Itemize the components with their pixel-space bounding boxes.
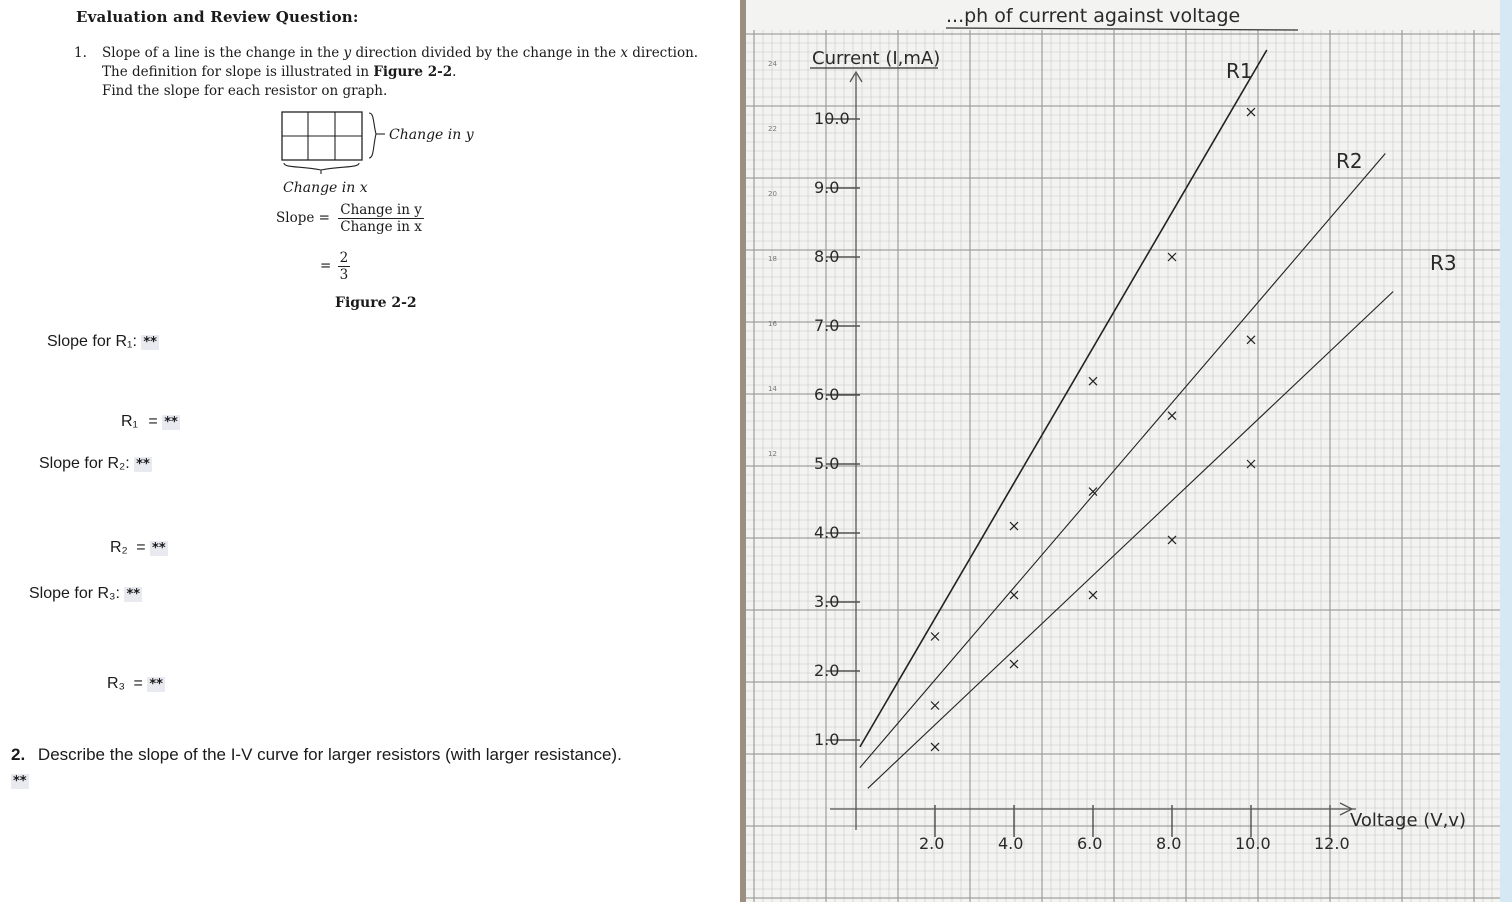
y-tick-label: 2.0 xyxy=(814,661,840,680)
change-in-x-label: Change in x xyxy=(283,180,368,196)
r1-equals: = xyxy=(148,413,158,430)
x-tick-label: 6.0 xyxy=(1077,834,1103,853)
slope-formula xyxy=(276,202,424,235)
margin-number: 14 xyxy=(768,385,777,393)
y-tick-label: 5.0 xyxy=(814,454,840,473)
page-heading: Evaluation and Review Question: xyxy=(76,8,359,26)
change-in-y-label: Change in y xyxy=(389,127,474,143)
slope-r3-row xyxy=(29,585,142,603)
r1-label: R₁ xyxy=(121,413,138,430)
margin-number: 18 xyxy=(768,255,777,263)
y-tick-label: 8.0 xyxy=(814,247,840,266)
x-axis-label: Voltage (V,v) xyxy=(1350,810,1466,831)
slope-r1-answer[interactable]: ** xyxy=(143,335,157,350)
x-tick-label: 4.0 xyxy=(998,834,1024,853)
r3-label: R₃ xyxy=(107,675,126,692)
worksheet xyxy=(0,0,740,902)
margin-number: 20 xyxy=(768,190,777,198)
slope-r3-answer[interactable]: ** xyxy=(126,587,141,602)
slope-r1-row xyxy=(47,333,159,351)
r2-row xyxy=(110,539,168,557)
x-tick-label: 2.0 xyxy=(919,834,945,853)
margin-number: 16 xyxy=(768,320,777,328)
question-1-number: 1. xyxy=(74,45,87,61)
r1-row xyxy=(121,413,180,431)
y-tick-label: 1.0 xyxy=(814,730,840,749)
y-tick-label: 6.0 xyxy=(814,385,840,404)
graph-paper-photo xyxy=(746,0,1512,902)
slope-r1-label: Slope for R₁: xyxy=(47,333,137,350)
r1-answer[interactable]: ** xyxy=(164,415,178,430)
y-tick-label: 3.0 xyxy=(814,592,840,611)
x-tick-label: 10.0 xyxy=(1235,834,1271,853)
y-tick-label: 10.0 xyxy=(814,109,850,128)
question-2-number: 2. xyxy=(11,745,26,764)
slope-r2-row xyxy=(39,455,152,473)
question-1-line-2: The definition for slope is illustrated in Figure 2-2. xyxy=(102,64,457,80)
y-tick-label: 9.0 xyxy=(814,178,840,197)
question-1 xyxy=(74,44,714,104)
slope-r2-label: Slope for R₂: xyxy=(39,455,130,472)
question-2 xyxy=(11,745,622,765)
x-tick-label: 12.0 xyxy=(1314,834,1350,853)
slope-figure-grid xyxy=(281,110,481,190)
slope-equals-label: Slope = xyxy=(276,210,330,226)
question-2-text: Describe the slope of the I-V curve for larger resistors (with larger resistance). xyxy=(37,745,622,764)
question-2-answer-row xyxy=(11,770,29,789)
slope-r2-answer[interactable]: ** xyxy=(136,457,150,472)
margin-number: 12 xyxy=(768,450,777,458)
slope-value: = $\frac{2}{3}$ xyxy=(320,250,349,283)
line-label-r1: R1 xyxy=(1226,59,1253,83)
question-1-text xyxy=(102,44,698,101)
figure-caption: Figure 2-2 xyxy=(335,295,417,311)
r2-label: R₂ xyxy=(110,539,128,556)
r3-row xyxy=(107,675,165,693)
iv-graph xyxy=(746,0,1512,902)
r3-equals: = xyxy=(133,675,143,692)
r3-answer[interactable]: ** xyxy=(149,677,163,692)
slope-value-fraction: $\frac{2}{3}$ xyxy=(339,250,349,283)
slope-r3-label: Slope for R₃: xyxy=(29,585,120,602)
y-axis-label: Current (I,mA) xyxy=(812,48,941,69)
window-edge-strip xyxy=(1500,0,1512,902)
x-tick-label: 8.0 xyxy=(1156,834,1182,853)
line-label-r3: R3 xyxy=(1430,251,1457,275)
question-1-line-3: Find the slope for each resistor on graph. xyxy=(102,83,388,99)
question-2-answer[interactable]: ** xyxy=(13,774,27,789)
line-label-r2: R2 xyxy=(1336,149,1363,173)
graph-title: ...ph of current against voltage xyxy=(946,5,1241,27)
question-1-line-1: Slope of a line is the change in the y direction divided by the change in the x direction. xyxy=(102,45,699,61)
margin-number: 24 xyxy=(768,60,777,68)
margin-number: 22 xyxy=(768,125,777,133)
y-tick-label: 4.0 xyxy=(814,523,840,542)
r2-answer[interactable]: ** xyxy=(152,541,166,556)
r2-equals: = xyxy=(136,539,146,556)
slope-fraction: $\frac{\text{Change in y}}{\text{Change in x}}$ xyxy=(340,202,422,235)
y-tick-label: 7.0 xyxy=(814,316,840,335)
